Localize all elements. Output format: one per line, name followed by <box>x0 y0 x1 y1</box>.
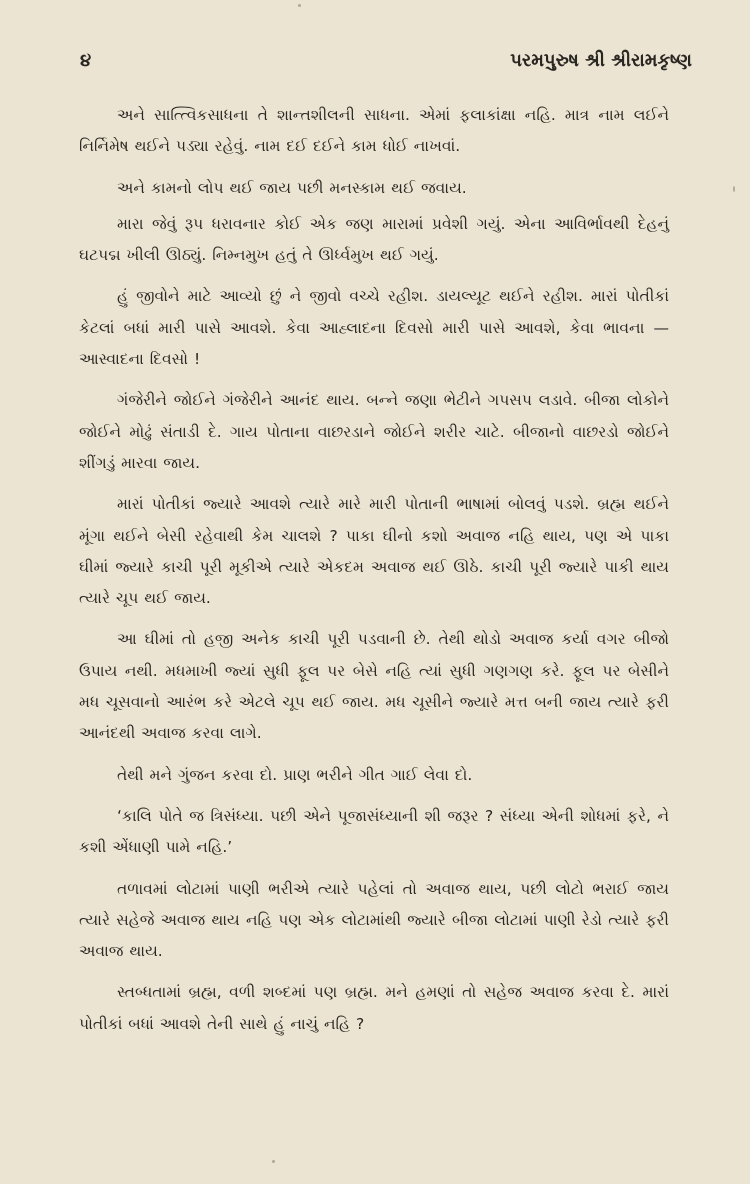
paper-speck <box>272 1160 275 1163</box>
paragraph-5: ગંજેરીને જોઈને ગંજેરીને આનંદ થાય. બન્ને જણા ભેટીને ગપસપ લડાવે. બીજા લોકોને જોઈને મોઢું સંતાડી દે. ગાય પોતાના વાછરડાને જોઈને શરીર ચાટે. બીજાનો વાછરડો જોઈને શીંગડું મારવા જાય. <box>79 391 669 472</box>
paragraph-7: આ ઘીમાં તો હજી અનેક કાચી પૂરી પડવાની છે. તેથી થોડો અવાજ કર્યા વગર બીજો ઉપાય નથી. મધમાખી જ્યાં સુધી ફૂલ પર બેસે નહિ ત્યાં સુધી ગણગણ કરે. ફૂલ પર બેસીને મધ ચૂસવાનો આરંભ કરે એટલે ચૂપ થઈ જાય. મધ ચૂસીને જ્યારે મત્ત બની જાય ત્યારે ફરી આનંદથી અવાજ કરવા લાગે. <box>79 630 669 743</box>
paragraph-8: તેથી મને ગુંજન કરવા દો. પ્રાણ ભરીને ગીત ગાઈ લેવા દો. <box>117 765 473 784</box>
paragraph-1: અને સાત્ત્વિકસાધના તે શાન્તશીલની સાધના. એમાં ફલાકાંક્ષા નહિ. માત્ર નામ લઈને નિર્નિમેષ થઈને પડ્યા રહેવું. નામ દઈ દઈને કામ ધોઈ નાખવાં. <box>79 106 669 156</box>
running-title: પરમપુરુષ શ્રી શ્રીરામકૃષ્ણ <box>510 50 692 71</box>
page-header <box>80 50 692 80</box>
paragraph-11: સ્તબ્ધતામાં બ્રહ્મ, વળી શબ્દમાં પણ બ્રહ્મ. મને હમણાં તો સહેજ અવાજ કરવા દે. મારાં પોતીકાં બધાં આવશે તેની સાથે હું નાચું નહિ ? <box>79 983 669 1033</box>
page-body <box>79 100 669 1040</box>
paragraph-2: અને કામનો લોપ થઈ જાય પછી મનસ્કામ થઈ જવાય. <box>117 178 467 197</box>
paragraph-10: તળાવમાં લોટામાં પાણી ભરીએ ત્યારે પહેલાં તો અવાજ થાય, પછી લોટો ભરાઈ જાય ત્યારે સહેજે અવાજ થાય નહિ પણ એક લોટામાંથી જ્યારે બીજા લોટામાં પાણી રેડો ત્યારે ફરી અવાજ થાય. <box>79 879 669 961</box>
paragraph-3: મારા જેવું રૂપ ધરાવનાર કોઈ એક જણ મારામાં પ્રવેશી ગયું. એના આવિર્ભાવથી દેહનું ઘટપદ્મ ખીલી ઊઠ્યું. નિમ્નમુખ હતું તે ઊર્ધ્વમુખ થઈ ગયું. <box>79 214 669 265</box>
paragraph-9: ‘કાલિ પોતે જ ત્રિસંધ્યા. પછી એને પૂજાસંધ્યાની શી જરૂર ? સંધ્યા એની શોધમાં ફરે, ને કશી એંધાણી પામે નહિ.’ <box>79 806 669 857</box>
paper-speck <box>733 186 735 192</box>
paragraph-6: મારાં પોતીકાં જ્યારે આવશે ત્યારે મારે મારી પોતાની ભાષામાં બોલવું પડશે. બ્રહ્મ થઈને મૂંગા થઈને બેસી રહેવાથી કેમ ચાલશે ? પાકા ઘીનો કશો અવાજ નહિ થાય, પણ એ પાકા ઘીમાં જ્યારે કાચી પૂરી મૂકીએ ત્યારે એકદમ અવાજ થઈ ઊઠે. કાચી પૂરી જ્યારે પાકી થાય ત્યારે ચૂપ થઈ જાય. <box>79 495 669 608</box>
paragraph-4: હું જીવોને માટે આવ્યો છું ને જીવો વચ્ચે રહીશ. ડાયલ્યૂટ થઈને રહીશ. મારાં પોતીકાં કેટલાં બધાં મારી પાસે આવશે. કેવા આહ્લાદના દિવસો મારી પાસે આવશે, કેવા ભાવના — આસ્વાદના દિવસો ! <box>79 287 669 369</box>
paper-speck <box>298 4 301 7</box>
page-number: ૪ <box>80 50 92 71</box>
